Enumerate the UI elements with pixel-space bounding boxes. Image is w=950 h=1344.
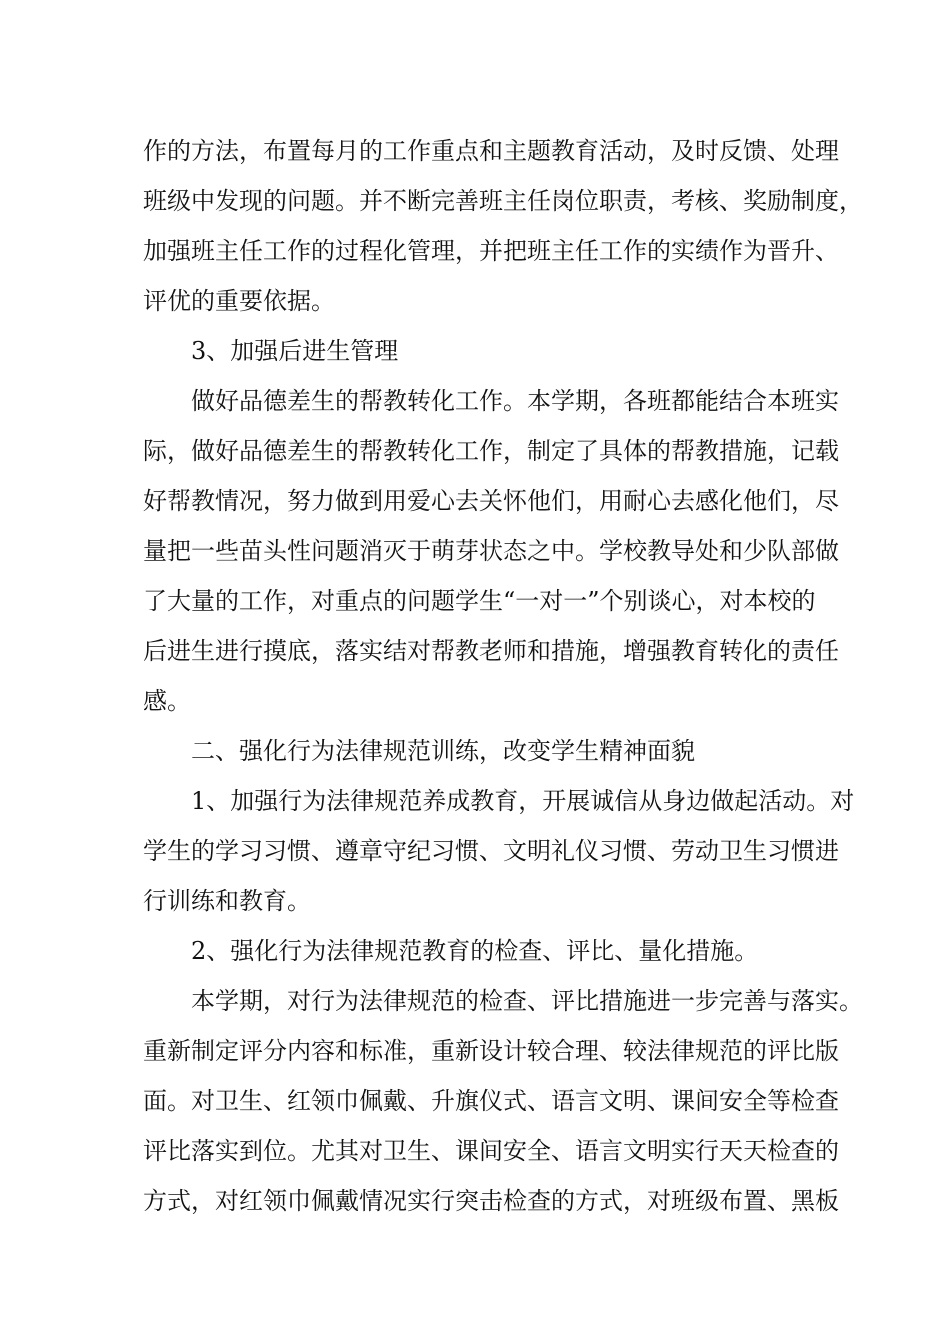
text-line: 加强班主任工作的过程化管理，并把班主任工作的实绩作为晋升、 bbox=[143, 237, 839, 265]
text-line: 感。 bbox=[143, 687, 191, 715]
section-heading: 二、强化行为法律规范训练，改变学生精神面貌 bbox=[191, 737, 695, 765]
text-line: 评优的重要依据。 bbox=[143, 287, 335, 315]
paragraph-start: 1、加强行为法律规范养成教育，开展诚信从身边做起活动。对 bbox=[191, 787, 855, 815]
text-line: 好帮教情况，努力做到用爱心去关怀他们，用耐心去感化他们，尽 bbox=[143, 487, 839, 515]
text-line: 行训练和教育。 bbox=[143, 887, 311, 915]
text-line: 班级中发现的问题。并不断完善班主任岗位职责，考核、奖励制度， bbox=[143, 187, 863, 215]
text-line: 量把一些苗头性问题消灭于萌芽状态之中。学校教导处和少队部做 bbox=[143, 537, 839, 565]
section-heading: 3、加强后进生管理 bbox=[191, 337, 399, 365]
text-line: 学生的学习习惯、遵章守纪习惯、文明礼仪习惯、劳动卫生习惯进 bbox=[143, 837, 839, 865]
text-line: 面。对卫生、红领巾佩戴、升旗仪式、语言文明、课间安全等检查 bbox=[143, 1087, 839, 1115]
paragraph-start: 做好品德差生的帮教转化工作。本学期，各班都能结合本班实 bbox=[191, 387, 839, 415]
text-line: 际，做好品德差生的帮教转化工作，制定了具体的帮教措施，记载 bbox=[143, 437, 839, 465]
text-line: 评比落实到位。尤其对卫生、课间安全、语言文明实行天天检查的 bbox=[143, 1137, 839, 1165]
text-line: 重新制定评分内容和标准，重新设计较合理、较法律规范的评比版 bbox=[143, 1037, 839, 1065]
text-line: 了大量的工作，对重点的问题学生“一对一”个别谈心，对本校的 bbox=[143, 587, 816, 615]
text-line: 作的方法，布置每月的工作重点和主题教育活动，及时反馈、处理 bbox=[143, 137, 839, 165]
text-line: 后进生进行摸底，落实结对帮教老师和措施，增强教育转化的责任 bbox=[143, 637, 839, 665]
paragraph-start: 本学期，对行为法律规范的检查、评比措施进一步完善与落实。 bbox=[191, 987, 863, 1015]
text-line: 方式，对红领巾佩戴情况实行突击检查的方式，对班级布置、黑板 bbox=[143, 1187, 839, 1215]
section-heading: 2、强化行为法律规范教育的检查、评比、量化措施。 bbox=[191, 937, 759, 965]
